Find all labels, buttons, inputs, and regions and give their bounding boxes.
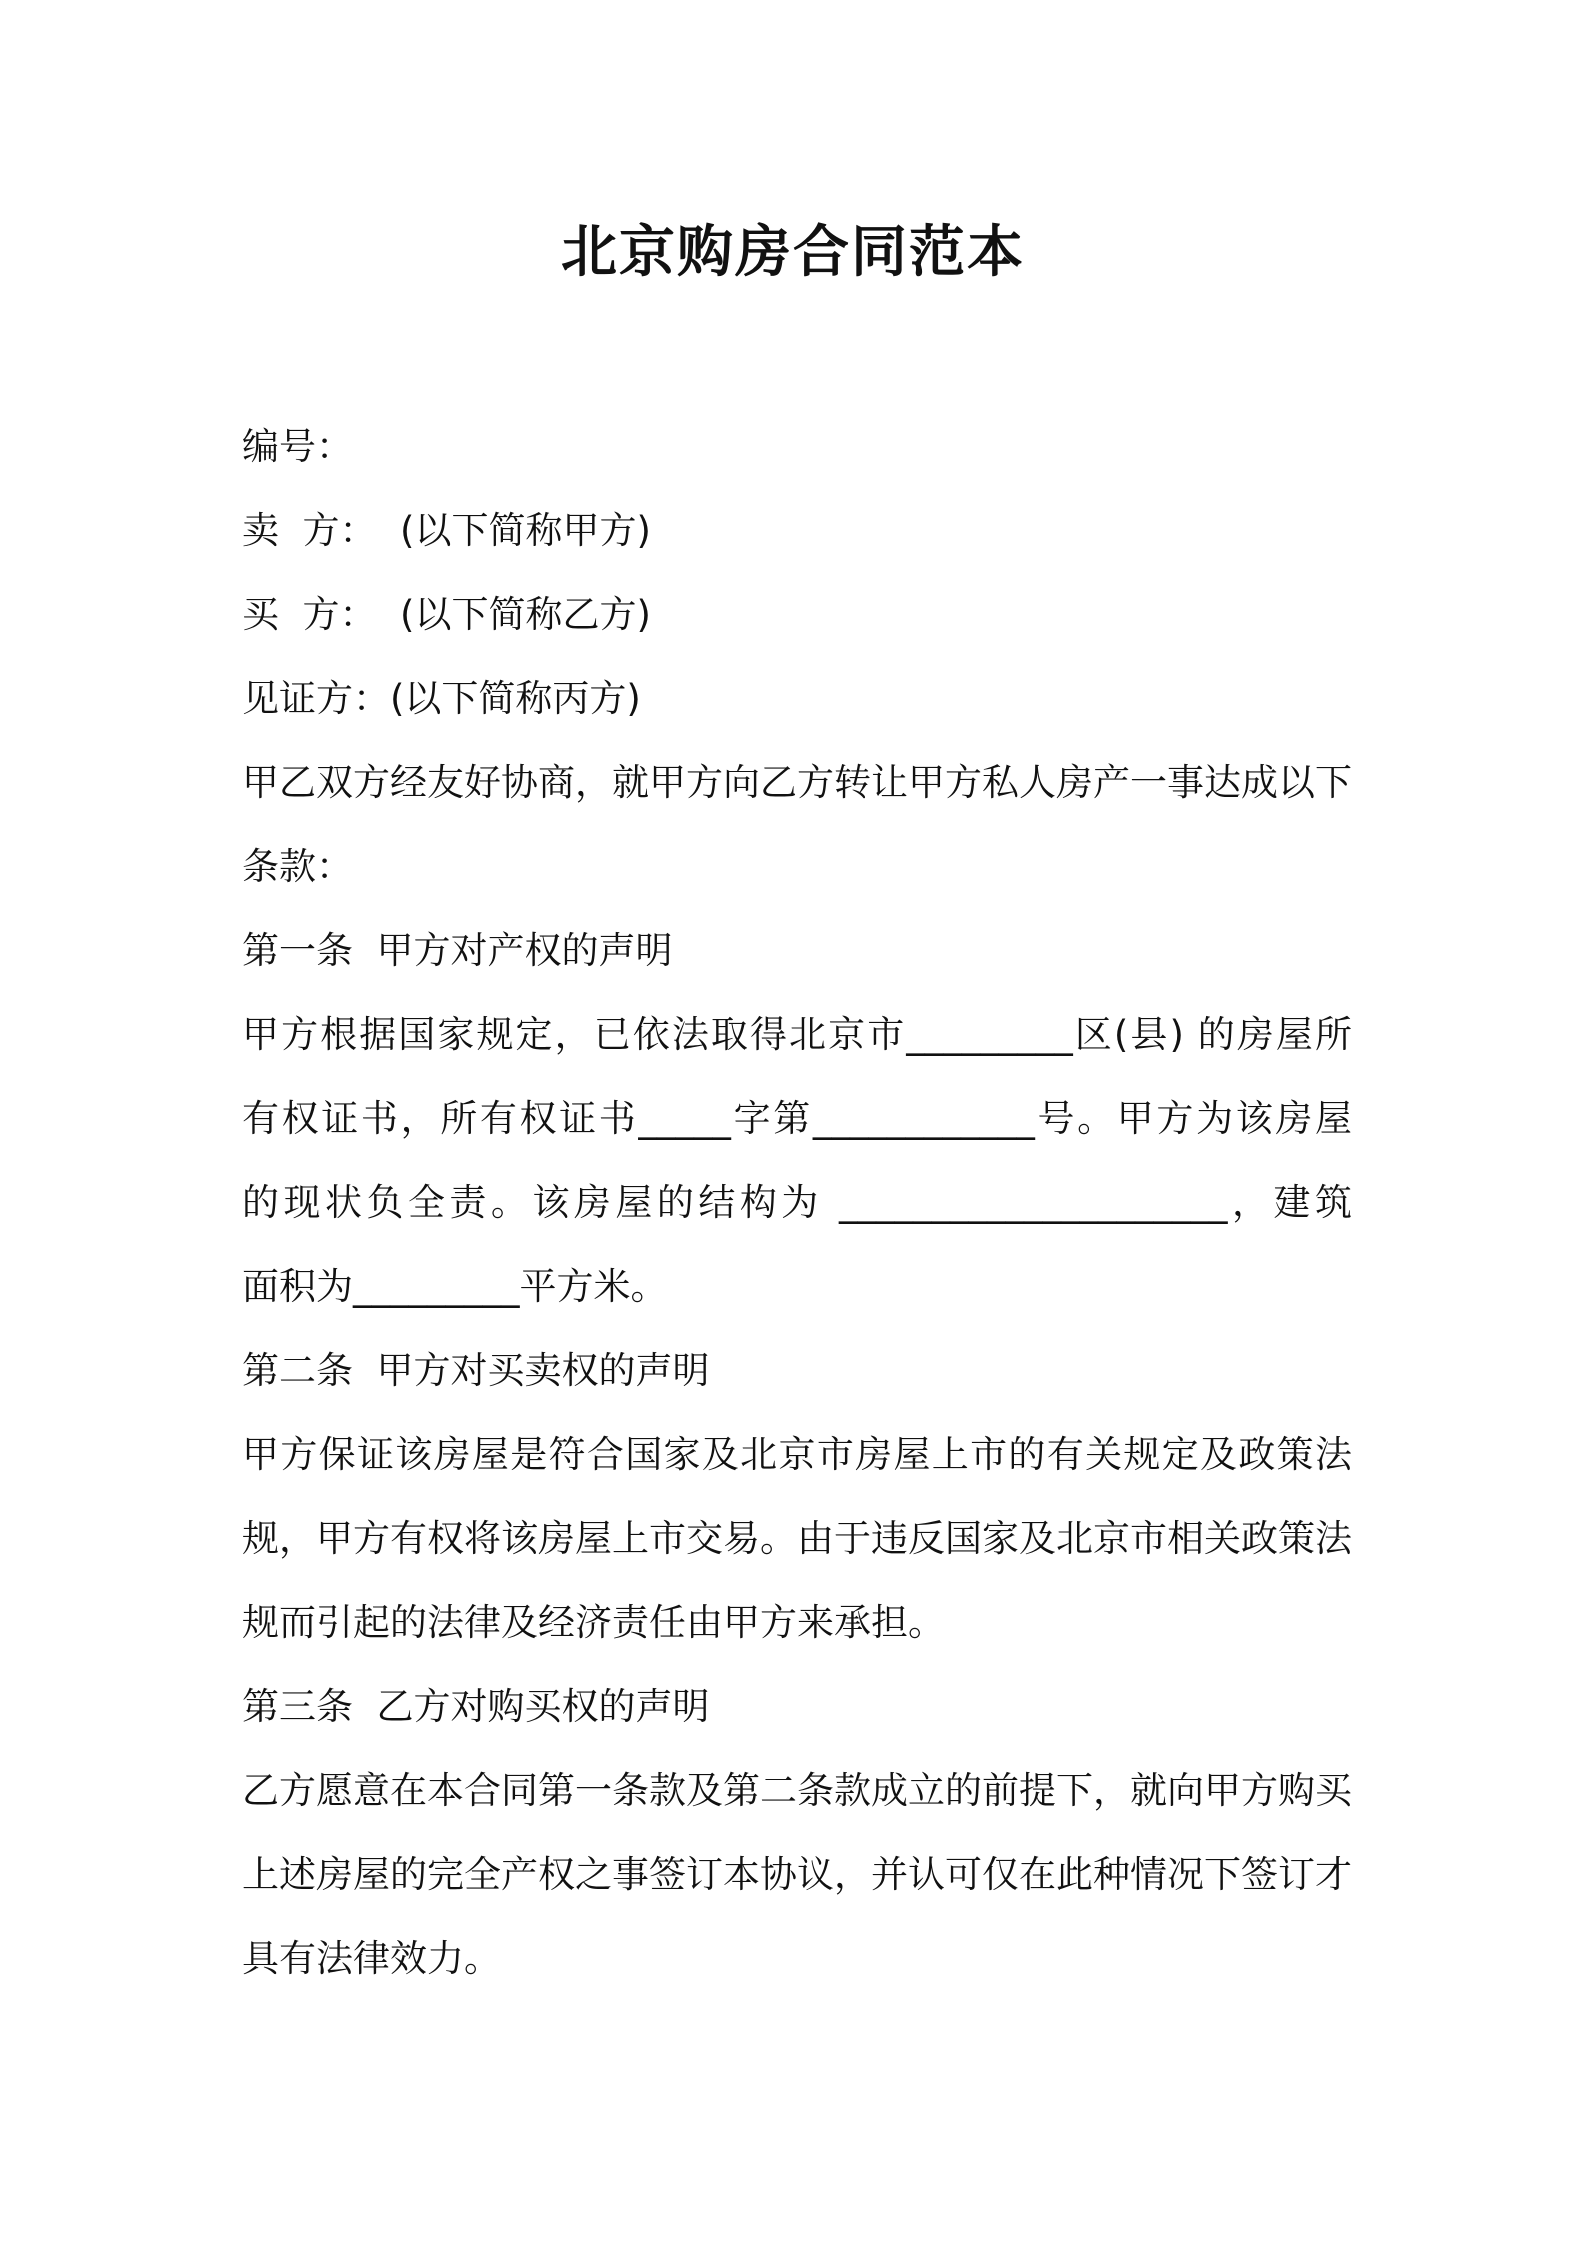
article-one-paragraph-line: 面积为_________平方米。 (242, 1265, 668, 1308)
article-three-paragraph-line: 具有法律效力。 (242, 1937, 501, 1980)
seller-line: 卖 方： (以下简称甲方) (242, 509, 651, 552)
intro-paragraph-line: 条款： (242, 845, 353, 888)
article-three-paragraph-line: 乙方愿意在本合同第一条款及第二条款成立的前提下，就向甲方购买 (242, 1769, 1352, 1812)
buyer-line: 买 方： (以下简称乙方) (242, 593, 651, 636)
article-one-paragraph-line: 甲方根据国家规定，已依法取得北京市_________区(县) 的房屋所 (242, 1013, 1352, 1056)
document-body (242, 405, 1352, 2001)
article-two-paragraph-line: 规，甲方有权将该房屋上市交易。由于违反国家及北京市相关政策法 (242, 1517, 1352, 1560)
document-title: 北京购房合同范本 (561, 220, 1025, 285)
article-one-paragraph-line: 的现状负全责。该房屋的结构为 _____________________，建筑 (242, 1181, 1352, 1224)
article-two-paragraph-line: 甲方保证该房屋是符合国家及北京市房屋上市的有关规定及政策法 (242, 1433, 1352, 1476)
article-two-heading: 第二条 甲方对买卖权的声明 (242, 1349, 710, 1392)
contract-number-line: 编号： (242, 425, 353, 468)
article-one-paragraph-line: 有权证书，所有权证书_____字第____________号。甲方为该房屋 (242, 1097, 1352, 1140)
article-three-paragraph-line: 上述房屋的完全产权之事签订本协议，并认可仅在此种情况下签订才 (242, 1853, 1352, 1896)
article-three-heading: 第三条 乙方对购买权的声明 (242, 1685, 710, 1728)
article-one-heading: 第一条 甲方对产权的声明 (242, 929, 673, 972)
article-two-paragraph-line: 规而引起的法律及经济责任由甲方来承担。 (242, 1601, 945, 1644)
intro-paragraph-line: 甲乙双方经友好协商，就甲方向乙方转让甲方私人房产一事达成以下 (242, 761, 1352, 804)
witness-line: 见证方：(以下简称丙方) (242, 677, 641, 720)
